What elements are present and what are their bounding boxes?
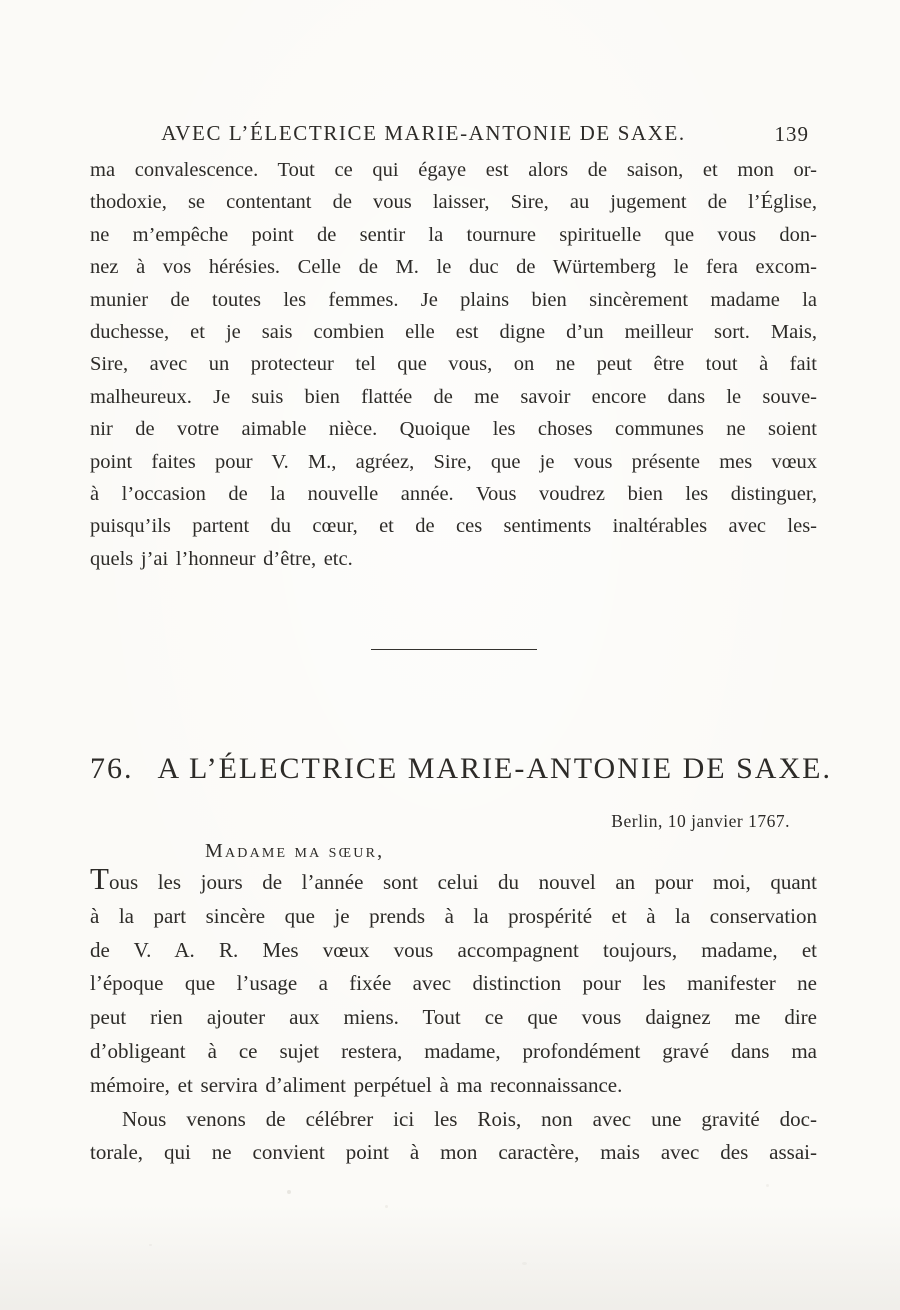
previous-letter-paragraph (90, 154, 817, 575)
section-divider-rule (371, 649, 537, 650)
text-line: de V. A. R. Mes vœux vous accompagnent toujours, madame, et (90, 937, 817, 962)
text-line: quels j’ai l’honneur d’être, etc. (90, 547, 353, 570)
letter-title: A L’ÉLECTRICE MARIE-ANTONIE DE SAXE. (157, 752, 832, 785)
text-line: ne m’empêche point de sentir la tournure spirituelle que vous don- (90, 223, 817, 246)
running-title: AVEC L’ÉLECTRICE MARIE-ANTONIE DE SAXE. (161, 121, 686, 145)
paper-speck (766, 1184, 769, 1187)
salutation: Madame ma sœur, (205, 840, 385, 862)
text-line: thodoxie, se contentant de vous laisser, Sire, au jugement de l’Église, (90, 191, 817, 214)
text-line-rest: ous les jours de l’année sont celui du nouvel an pour moi, quant (108, 870, 817, 894)
letter-heading (90, 746, 832, 792)
page-number: 139 (774, 122, 809, 146)
text-line: puisqu’ils partent du cœur, et de ces sentiments inaltérables avec les- (90, 515, 817, 538)
text-line: l’époque que l’usage a fixée avec distinction pour les manifester ne (90, 971, 817, 996)
paper-speck (287, 1190, 291, 1194)
dateline: Berlin, 10 janvier 1767. (611, 811, 790, 831)
text-line: mémoire, et servira d’aliment perpétuel à ma reconnaissance. (90, 1072, 623, 1097)
text-line: nir de votre aimable nièce. Quoique les choses communes ne soient (90, 418, 817, 441)
text-line: à la part sincère que je prends à la prospérité et à la conservation (90, 903, 817, 928)
letter-number: 76. (90, 752, 134, 785)
text-line: peut rien ajouter aux miens. Tout ce que vous daignez me dire (90, 1005, 817, 1030)
paper-speck (149, 1244, 152, 1246)
text-line: malheureux. Je suis bien flattée de me savoir encore dans le souve- (90, 385, 817, 408)
text-line: point faites pour V. M., agréez, Sire, que je vous présente mes vœux (90, 450, 817, 473)
text-line: nez à vos hérésies. Celle de M. le duc de Würtemberg le fera excom- (90, 256, 817, 279)
text-line: duchesse, et je sais combien elle est digne d’un meilleur sort. Mais, (90, 320, 817, 343)
text-line: ma convalescence. Tout ce qui égaye est alors de saison, et mon or- (90, 159, 817, 181)
text-line: torale, qui ne convient point à mon caractère, mais avec des assai- (90, 1140, 817, 1165)
running-header (90, 118, 817, 148)
text-line: munier de toutes les femmes. Je plains bien sincèrement madame la (90, 288, 817, 311)
drop-initial: T (90, 866, 109, 896)
paper-speck (522, 1262, 527, 1265)
text-line: d’obligeant à ce sujet restera, madame, profondément gravé dans ma (90, 1038, 817, 1063)
text-line: à l’occasion de la nouvelle année. Vous voudrez bien les distinguer, (90, 482, 817, 505)
paper-speck (385, 1205, 388, 1208)
letter-body (90, 866, 817, 1170)
text-line: Sire, avec un protecteur tel que vous, on ne peut être tout à fait (90, 353, 817, 376)
text-line: Nous venons de célébrer ici les Rois, non avec une gravité doc- (122, 1106, 817, 1131)
text-line (90, 866, 817, 900)
